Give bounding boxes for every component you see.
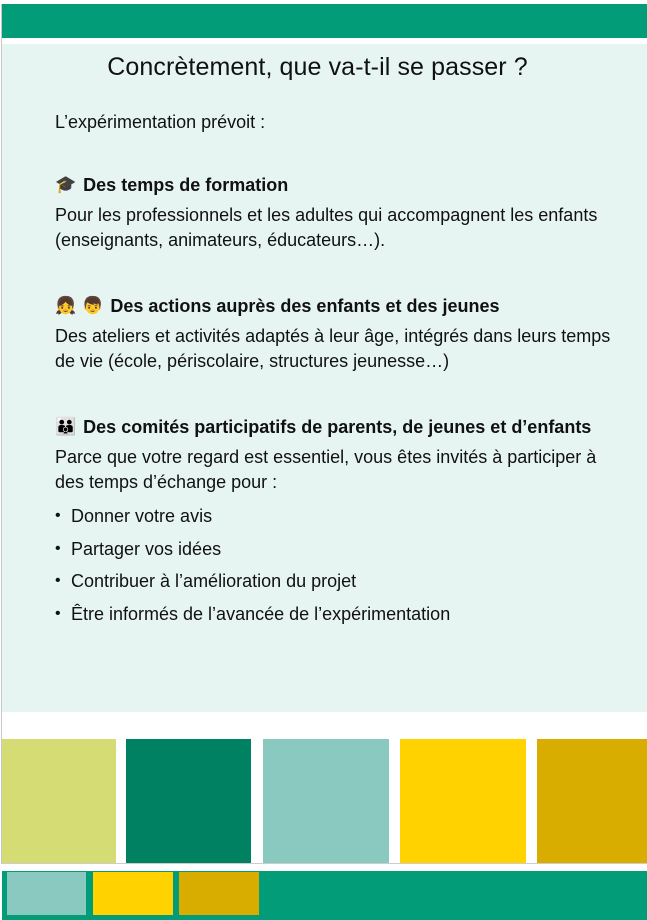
section-heading — [55, 294, 625, 318]
graduation-cap-icon: 🎓 — [55, 175, 77, 194]
section-heading — [55, 415, 625, 439]
color-swatch-yellow — [400, 739, 526, 863]
girl-icon: 👧 — [55, 296, 77, 315]
footer-swatch-yellow — [93, 872, 173, 915]
section-children-actions — [55, 294, 625, 374]
boy-icon: 👦 — [82, 296, 104, 315]
section-heading-text: Des temps de formation — [83, 175, 289, 195]
list-item: • Être informés de l’avancée de l’expérimentation — [55, 598, 625, 631]
color-swatch-gold — [537, 739, 647, 863]
section-heading-text: Des actions auprès des enfants et des jeunes — [110, 296, 500, 316]
list-item: • Donner votre avis — [55, 500, 625, 533]
content-body — [55, 110, 625, 630]
section-body: Parce que votre regard est essentiel, vous êtes invités à participer à des temps d’échange pour : — [55, 447, 597, 492]
section-training — [55, 173, 625, 253]
color-swatch-lime — [2, 739, 116, 863]
divider — [2, 863, 647, 864]
color-swatch-dark-green — [126, 739, 251, 863]
page-title: Concrètement, que va-t-il se passer ? — [107, 53, 528, 81]
list-item: • Contribuer à l’amélioration du projet — [55, 565, 625, 598]
bullet-list — [55, 500, 625, 630]
section-heading-text: Des comités participatifs de parents, de jeunes et d’enfants — [83, 417, 592, 437]
section-participative-committees — [55, 415, 625, 630]
color-swatch-teal — [263, 739, 389, 863]
list-item: • Partager vos idées — [55, 533, 625, 566]
family-icon: 👪 — [55, 417, 77, 436]
footer-swatch-teal — [7, 872, 86, 915]
header-color-bar — [2, 4, 647, 38]
section-heading — [55, 173, 625, 197]
section-body: Des ateliers et activités adaptés à leur âge, intégrés dans leurs temps de vie (école, périscolaire, structures jeunesse…) — [55, 326, 611, 371]
intro-text: L’expérimentation prévoit : — [55, 112, 266, 132]
section-body: Pour les professionnels et les adultes qui accompagnent les enfants (enseignants, animateurs, éducateurs…). — [55, 205, 598, 250]
footer-swatch-gold — [179, 872, 259, 915]
